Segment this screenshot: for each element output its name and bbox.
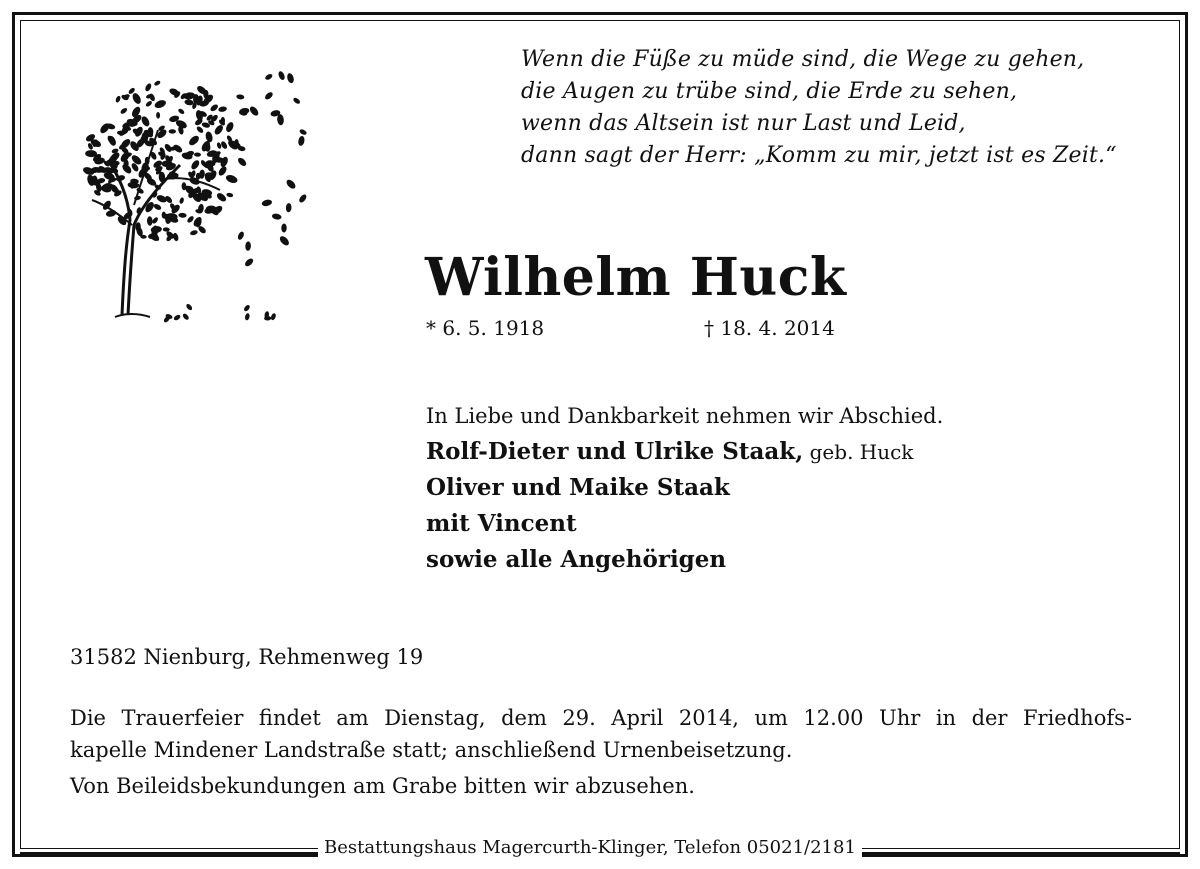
mourner-line: sowie alle Angehörigen — [426, 546, 727, 573]
deceased-name: Wilhelm Huck — [425, 247, 847, 308]
mourner-line: mit Vincent — [426, 510, 577, 537]
farewell-intro: In Liebe und Dankbarkeit nehmen wir Abschied. — [426, 404, 944, 428]
poem-line: wenn das Altsein ist nur Last und Leid, — [521, 111, 966, 136]
poem-line: die Augen zu trübe sind, die Erde zu sehen, — [521, 79, 1018, 104]
funeral-line: kapelle Mindener Landstraße statt; anschließend Urnenbeisetzung. — [70, 738, 793, 762]
funeral-home-footer: Bestattungshaus Magercurth-Klinger, Telefon 05021/2181 — [318, 834, 862, 862]
mourners-block — [426, 398, 1126, 578]
poem-line: Wenn die Füße zu müde sind, die Wege zu gehen, — [521, 47, 1085, 72]
condolence-note: Von Beileidsbekundungen am Grabe bitten wir abzusehen. — [70, 774, 695, 798]
poem-line: dann sagt der Herr: „Komm zu mir, jetzt ist es Zeit.“ — [521, 143, 1117, 168]
mourner-names: Rolf-Dieter und Ulrike Staak, — [426, 438, 804, 465]
mourner-line — [426, 434, 1126, 470]
maiden-name: geb. Huck — [803, 440, 914, 464]
funeral-details — [70, 702, 1132, 766]
mourner-line: Oliver und Maike Staak — [426, 474, 730, 501]
death-date: † 18. 4. 2014 — [704, 316, 835, 340]
poem — [521, 44, 1161, 172]
family-address: 31582 Nienburg, Rehmenweg 19 — [70, 645, 424, 669]
tree-with-falling-leaves-icon — [70, 55, 320, 340]
birth-date: * 6. 5. 1918 — [426, 316, 545, 340]
funeral-line: Die Trauerfeier findet am Dienstag, dem 29. April 2014, um 12.00 Uhr in der Friedhofs- — [70, 706, 1132, 730]
